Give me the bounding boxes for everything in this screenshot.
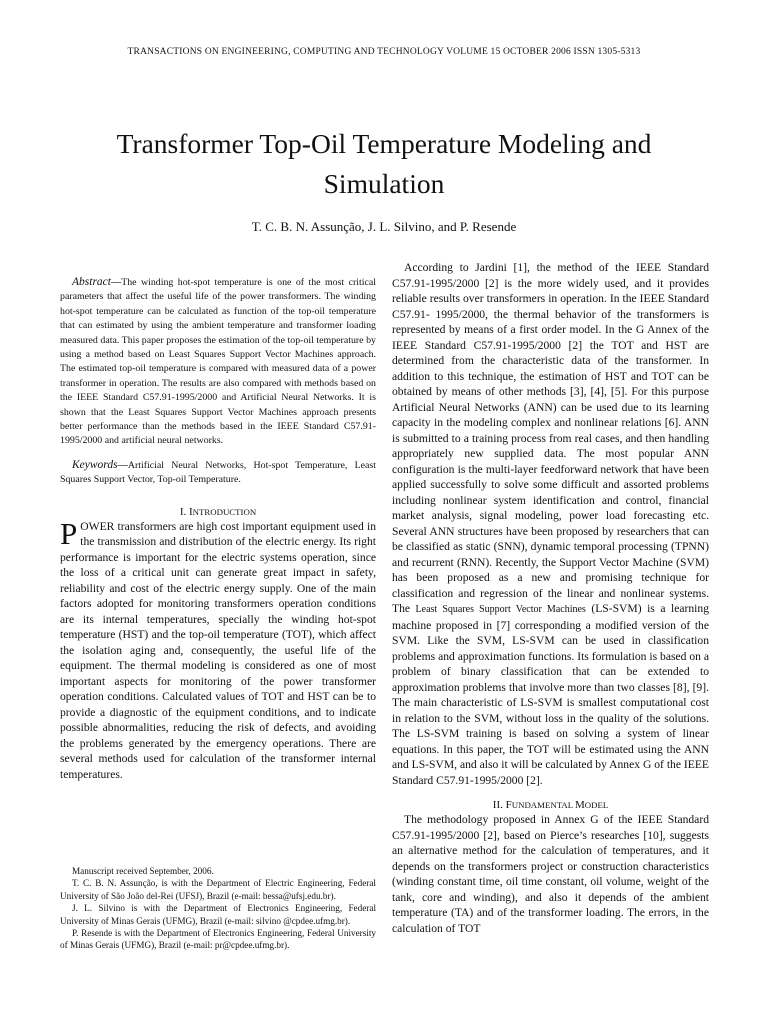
right-paragraph-1-b: (LS-SVM) is a learning machine proposed in [7] corresponding a modified version of the SVM. Like the SVM, LS-SVM can be used in classification problems and approximation functions. Its formulation is based on a problem of binary classification that can be extended to approximation problems that involve more than two classes [8], [9]. The main characteristic of LS-SVM is smallest computational cost in relation to the SVM, without loss in the quality of the solutions. The LS-SVM training is based on solving a system of linear equations. In this paper, the TOT will be estimated using the ANN and LS-SVM, and also it will be calculated by Annex G of the IEEE Standard C57.91-1995/2000 [2]. bbox=[392, 602, 709, 787]
introduction-text: OWER transformers are high cost important equipment used in the transmission and distribution of the electric energy. Its right performance is important for the electric systems operation, since the loss of a critical unit can generate great impact in safety, reliability and cost of the electric energy supply. One of the main factors adopted for monitoring transformers operation conditions are its internal temperatures, specially the winding hot-spot temperature (HST) and the top-oil temperature (TOT), which affect the isolation aging and, consequently, the useful life of the equipment. The thermal modeling is considered as one of most important aspects for monitoring of the power transformer operation conditions. Calculated values of TOT and HST can be to provide a diagnostic of the equipment conditions, and to indicate possible abnormalities, reducing the risk of defects, and avoiding the problems generated by the emergency operations. There are several methods used for calculation of the transformer internal temperatures. bbox=[60, 519, 376, 781]
keywords-lead: Keywords— bbox=[72, 458, 128, 471]
footnote-author-1: T. C. B. N. Assunção, is with the Department of Electric Engineering, Federal University of São João del-Rei (UFSJ), Brazil (e-mail: bessa@ufsj.edu.br). bbox=[60, 878, 376, 901]
section-title: NTRODUCTION bbox=[192, 506, 257, 517]
right-paragraph-1-a: According to Jardini [1], the method of the IEEE Standard C57.91-1995/2000 [2] is the more widely used, and it provides reliable results over transformers in operation. In the IEEE Standard C57.91- 1995/2000, the thermal behavior of the transformers is represented by means of a first order model. In the G Annex of the IEEE Standard C57.91-1995/2000 [2] the TOT and HST are determined from the characteristic data of the transformer. In addition to this technique, the estimation of HST and TOT can be obtained by means of other methods [3], [4], [5]. For this purpose Artificial Neural Networks (ANN) can be used due to its learning capacity in the modeling complex and nonlinear relations [6]. ANN is submitted to a training process from real cases, and then handling appropriately new supplied data. The most popular ANN configuration is the multi-layer feedforward network that have been applied successfully to solve some difficult and assorted problems including nonlinear system identification and control, financial market analysis, signal modeling, power load forecasting etc. Several ANN structures have been proposed by researchers that can be classified as static (SNN), dynamic temporal processing (TPNN) and recurrent (RNN). Recently, the Support Vector Machine (SVM) has been proposed as a new and promising technique for classification and regression of the linear and nonlinear systems. The bbox=[392, 261, 709, 615]
abstract-text: The winding hot-spot temperature is one of the most critical parameters that affect the useful life of the power transformers. The winding hot-spot temperature can be calculated as function of the top-oil temperature that can estimated by using the ambient temperature and transformer loading measured data. This paper proposes the estimation of the top-oil temperature by using a method based on Least Squares Support Vector Machines approach. The estimated top-oil temperature is compared with measured data of a power transformer in operation. The results are also compared with methods based on the IEEE Standard C57.91-1995/2000 and Artificial Neural Networks. It is shown that the Least Squares Support Vector Machines approach presents better performance than the methods based in the IEEE Standard C57.91-1995/2000 and artificial neural networks. bbox=[60, 277, 376, 447]
section-number: II. F bbox=[492, 799, 512, 811]
abstract-lead: Abstract— bbox=[72, 276, 122, 288]
introduction-paragraph bbox=[60, 515, 376, 783]
drop-cap: P bbox=[60, 515, 78, 551]
footnotes bbox=[60, 865, 376, 952]
right-paragraph-1 bbox=[392, 260, 709, 788]
section-number: I. I bbox=[179, 505, 193, 518]
right-column bbox=[392, 260, 709, 936]
right-paragraph-2: The methodology proposed in Annex G of the IEEE Standard C57.91-1995/2000 [2], based on Pierce’s researches [10], suggests an alternative method for the calculation of temperatures, and it depends on the transformers project or construction characteristics (winding constant time, oil time constant, oil volume, weight of the tank, core and winding), and also it depends of the ambient temperature (TA) and of the transformer loading. The errors, in the calculation of TOT bbox=[392, 813, 709, 935]
footnote-author-2: J. L. Silvino is with the Department of Electronics Engineering, Federal University of Minas Gerais (UFMG), Brazil (e-mail: silvino @cpdee.ufmg.br). bbox=[60, 903, 376, 926]
running-header: TRANSACTIONS ON ENGINEERING, COMPUTING AND TECHNOLOGY VOLUME 15 OCTOBER 2006 ISSN 1305-5313 bbox=[127, 47, 641, 57]
section-title-part-2: M bbox=[574, 799, 585, 811]
paper-title: Transformer Top-Oil Temperature Modeling and Simulation bbox=[116, 128, 652, 199]
left-column bbox=[60, 275, 376, 782]
footnote-author-3: P. Resende is with the Department of Electronics Engineering, Federal University of Minas Gerais (UFMG), Brazil (e-mail: pr@cpdee.ufmg.br). bbox=[60, 928, 376, 951]
section-title-part-3: ODEL bbox=[584, 800, 609, 810]
keywords-text: Artificial Neural Networks, Hot-spot Temperature, Least Squares Support Vector, Top-oil Temperature. bbox=[60, 459, 376, 486]
section-heading-fundamental-model bbox=[392, 798, 709, 812]
footnote-received: Manuscript received September, 2006. bbox=[72, 866, 214, 876]
section-title-part-1: UNDAMENTAL bbox=[511, 800, 575, 810]
keywords bbox=[60, 458, 376, 488]
section-heading-introduction bbox=[60, 505, 376, 519]
right-paragraph-1-small: Least Squares Support Vector Machines bbox=[415, 604, 586, 615]
author-list: T. C. B. N. Assunção, J. L. Silvino, and P. Resende bbox=[251, 219, 517, 234]
abstract bbox=[60, 275, 376, 449]
